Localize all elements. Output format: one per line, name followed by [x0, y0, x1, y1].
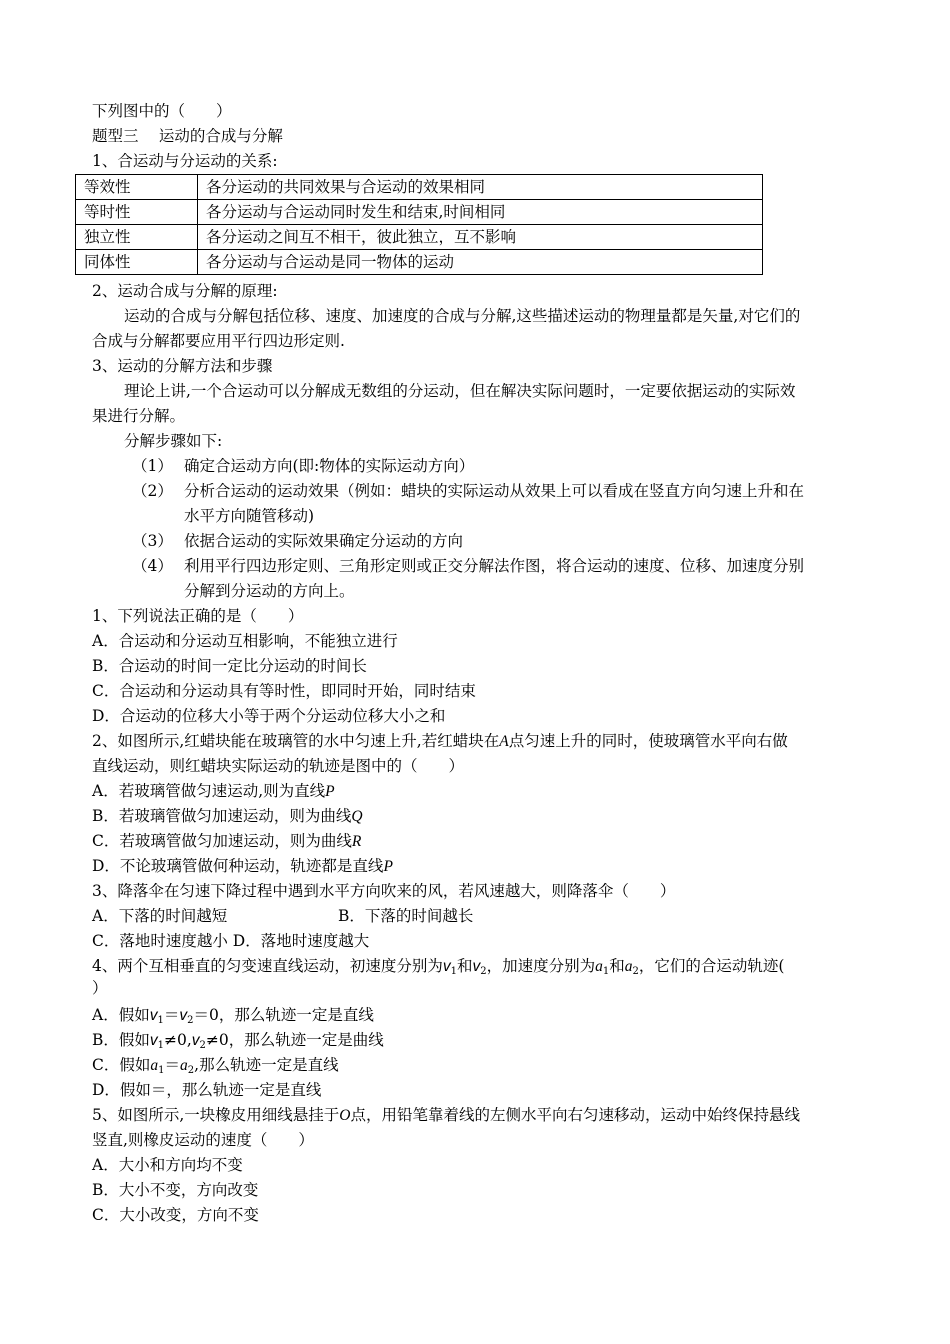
p3-body-1: 理论上讲,一个合运动可以分解成无数组的分运动，但在解决实际问题时，一定要依据运动的实际效	[124, 382, 796, 400]
q5-option-a: A．大小和方向均不变	[92, 1156, 243, 1174]
line-label: P	[383, 858, 393, 875]
subscript: 2	[187, 1065, 195, 1076]
curve-label: Q	[351, 808, 363, 825]
line-label: P	[325, 783, 335, 800]
q2-stem-line2: 直线运动，则红蜡块实际运动的轨迹是图中的（ ）	[92, 757, 465, 775]
table-key: 独立性	[76, 225, 198, 250]
q5-option-b: B．大小不变，方向改变	[92, 1181, 259, 1199]
q4-stem-line1	[92, 956, 784, 977]
step-text-cont: 水平方向随管移动)	[184, 507, 315, 525]
p2-heading: 2、运动合成与分解的原理:	[92, 282, 278, 300]
q1-option-c: C．合运动和分运动具有等时性，即同时开始，同时结束	[92, 682, 476, 700]
q4-option-d: D．假如＝，那么轨迹一定是直线	[92, 1081, 322, 1099]
p2-body-1: 运动的合成与分解包括位移、速度、加速度的合成与分解,这些描述运动的物理量都是矢量,对它们的	[124, 307, 801, 325]
q4-stem-part: 4、两个互相垂直的匀变速直线运动，初速度分别为	[92, 957, 443, 975]
curve-label: R	[351, 833, 362, 850]
step-text: 利用平行四边形定则、三角形定则或正交分解法作图，将合运动的速度、位移、加速度分别	[184, 557, 805, 575]
point-label: A	[499, 733, 509, 750]
q2-stem-part: 2、如图所示,红蜡块能在玻璃管的水中匀速上升,若红蜡块在	[92, 732, 500, 750]
subscript: 2	[187, 1015, 194, 1026]
subscript: 1	[602, 966, 610, 977]
table-key: 同体性	[76, 250, 198, 275]
q4-stem-part: 和	[457, 957, 473, 975]
q3-stem: 3、降落伞在匀速下降过程中遇到水平方向吹来的风，若风速越大，则降落伞（ ）	[92, 882, 676, 900]
q5-stem-line1	[92, 1105, 800, 1126]
q4-option-a	[92, 1005, 374, 1026]
table-key: 等效性	[76, 175, 198, 200]
step-number: （3）	[132, 532, 173, 550]
q3-option-cd: C．落地时速度越小 D．落地时速度越大	[92, 932, 370, 950]
velocity-symbol: v	[179, 1007, 188, 1024]
q5-stem-part: 5、如图所示,一块橡皮用细线悬挂于	[92, 1106, 340, 1124]
option-text: ,那么轨迹一定是直线	[194, 1056, 339, 1074]
section-title: 题型三 运动的合成与分解	[92, 127, 283, 145]
option-text: ≠0，那么轨迹一定是曲线	[205, 1031, 384, 1049]
table-desc: 各分运动与合运动是同一物体的运动	[198, 250, 763, 275]
step-number: （2）	[132, 482, 173, 500]
q4-option-b	[92, 1030, 384, 1051]
option-text: ＝0，那么轨迹一定是直线	[193, 1006, 374, 1024]
q2-stem-part: 点匀速上升的同时，使玻璃管水平向右做	[508, 732, 788, 750]
velocity-symbol: v	[442, 958, 451, 975]
acceleration-symbol: a	[180, 1057, 188, 1074]
q4-stem-part: ，它们的合运动轨迹(	[638, 957, 785, 975]
step-text-cont: 分解到分运动的方向上。	[184, 582, 355, 600]
step-number: （4）	[132, 557, 173, 575]
subscript: 1	[158, 1065, 165, 1076]
table-row	[76, 250, 763, 275]
top-line: 下列图中的（ ）	[92, 102, 232, 120]
option-text: B．若玻璃管做匀加速运动，则为曲线	[92, 807, 352, 825]
q4-stem-part: 和	[609, 957, 625, 975]
q1-option-d: D．合运动的位移大小等于两个分运动位移大小之和	[92, 707, 446, 725]
table-desc: 各分运动的共同效果与合运动的效果相同	[198, 175, 763, 200]
q4-stem-part: ，加速度分别为	[486, 957, 596, 975]
option-text: C．若玻璃管做匀加速运动，则为曲线	[92, 832, 352, 850]
option-text: ≠0,	[164, 1031, 192, 1049]
p2-body-2: 合成与分解都要应用平行四边形定则.	[92, 332, 345, 350]
steps-heading: 分解步骤如下:	[124, 432, 223, 450]
table-desc: 各分运动与合运动同时发生和结束,时间相同	[198, 200, 763, 225]
p1-heading: 1、合运动与分运动的关系:	[92, 152, 278, 170]
subscript: 2	[199, 1040, 206, 1051]
q1-stem: 1、下列说法正确的是（ ）	[92, 607, 304, 625]
step-text: 分析合运动的运动效果（例如：蜡块的实际运动从效果上可以看成在竖直方向匀速上升和在	[184, 482, 805, 500]
acceleration-symbol: a	[150, 1057, 159, 1074]
table-row	[76, 225, 763, 250]
subscript: 2	[632, 966, 639, 977]
q2-option-d	[92, 856, 393, 877]
subscript: 1	[157, 1015, 164, 1026]
p3-body-2: 果进行分解。	[92, 407, 186, 425]
acceleration-symbol: a	[595, 958, 603, 975]
step-number: （1）	[132, 457, 173, 475]
option-text: A．若玻璃管做匀速运动,则为直线	[92, 782, 326, 800]
q2-option-c	[92, 831, 361, 852]
point-label: O	[339, 1107, 351, 1124]
q4-stem-line2: ）	[92, 979, 108, 997]
relation-table	[75, 174, 763, 275]
q3-option-b: B．下落的时间越长	[338, 907, 474, 925]
option-text: C．假如	[92, 1056, 151, 1074]
q3-option-a: A．下落的时间越短	[92, 907, 228, 925]
table-desc: 各分运动之间互不相干，彼此独立，互不影响	[198, 225, 763, 250]
option-text: ＝	[164, 1056, 181, 1074]
option-text: ＝	[163, 1006, 180, 1024]
q5-stem-part: 点，用铅笔靠着线的左侧水平向右匀速移动，运动中始终保持悬线	[350, 1106, 801, 1124]
q1-option-b: B．合运动的时间一定比分运动的时间长	[92, 657, 367, 675]
velocity-symbol: v	[472, 958, 481, 975]
subscript: 1	[450, 966, 457, 977]
step-text: 依据合运动的实际效果确定分运动的方向	[184, 532, 464, 550]
q2-stem-line1	[92, 731, 788, 752]
table-row	[76, 175, 763, 200]
option-text: A．假如	[92, 1006, 150, 1024]
q2-option-b	[92, 806, 363, 827]
p3-heading: 3、运动的分解方法和步骤	[92, 357, 273, 375]
acceleration-symbol: a	[624, 958, 633, 975]
q2-option-a	[92, 781, 335, 802]
table-key: 等时性	[76, 200, 198, 225]
q5-option-c: C．大小改变，方向不变	[92, 1206, 259, 1224]
table-row	[76, 200, 763, 225]
subscript: 1	[157, 1040, 165, 1051]
option-text: D．不论玻璃管做何种运动，轨迹都是直线	[92, 857, 384, 875]
velocity-symbol: v	[149, 1032, 158, 1049]
q4-option-c	[92, 1055, 339, 1076]
velocity-symbol: v	[149, 1007, 158, 1024]
q1-option-a: A．合运动和分运动互相影响，不能独立进行	[92, 632, 398, 650]
subscript: 2	[480, 966, 487, 977]
option-text: B．假如	[92, 1031, 150, 1049]
q5-stem-line2: 竖直,则橡皮运动的速度（ ）	[92, 1131, 314, 1149]
step-text: 确定合运动方向(即:物体的实际运动方向）	[184, 457, 475, 475]
velocity-symbol: v	[191, 1032, 200, 1049]
